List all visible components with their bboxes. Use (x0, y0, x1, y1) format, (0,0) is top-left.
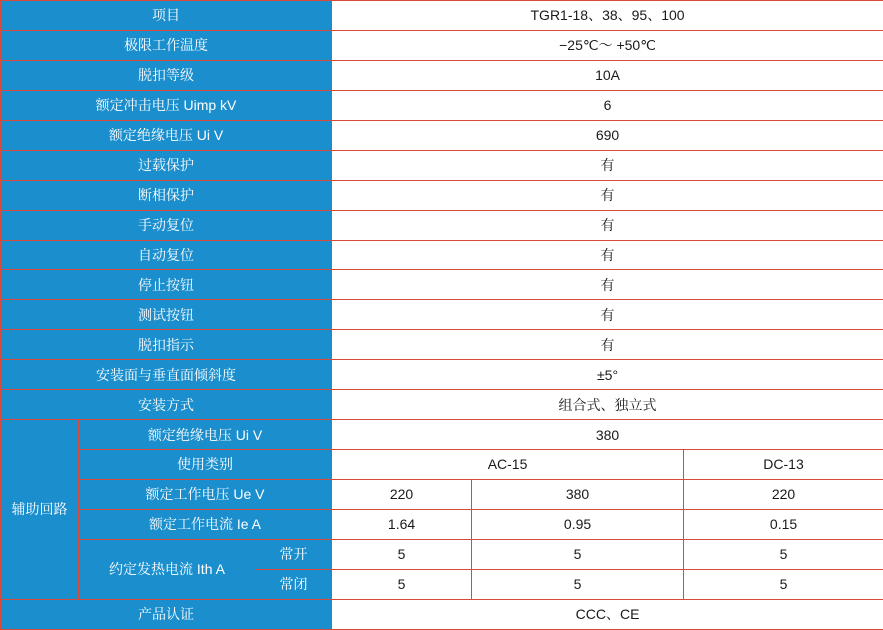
row-label: 脱扣指示 (1, 330, 332, 360)
aux-value-dc13: DC-13 (684, 450, 883, 480)
aux-value-ac15: AC-15 (332, 450, 684, 480)
aux-row-thermal-current-no (1, 539, 883, 569)
row-label: 安装方式 (1, 390, 332, 420)
table-row (1, 270, 883, 300)
aux-row-utilization-category (1, 450, 883, 480)
row-label: 断相保护 (1, 180, 332, 210)
aux-thermal-label: 约定发热电流 Ith A (79, 539, 256, 599)
row-label: 脱扣等级 (1, 60, 332, 90)
table-row (1, 1, 883, 31)
table-row (1, 390, 883, 420)
table-row (1, 300, 883, 330)
row-label: 项目 (1, 1, 332, 31)
aux-value: 220 (684, 480, 883, 510)
aux-row-label: 使用类别 (79, 450, 332, 480)
table-row (1, 240, 883, 270)
row-label: 极限工作温度 (1, 30, 332, 60)
aux-row-insulation-voltage (1, 420, 883, 450)
table-row (1, 360, 883, 390)
table-row (1, 30, 883, 60)
table-row (1, 60, 883, 90)
aux-value: 0.15 (684, 509, 883, 539)
row-value: 690 (332, 120, 883, 150)
row-value: 有 (332, 150, 883, 180)
row-value: −25℃～ +50℃ (332, 30, 883, 60)
aux-value: 5 (332, 569, 472, 599)
row-label: 额定绝缘电压 Ui V (1, 120, 332, 150)
aux-row-operating-voltage (1, 480, 883, 510)
aux-value: 5 (684, 569, 883, 599)
aux-group-label: 辅助回路 (1, 420, 79, 600)
table-row (1, 150, 883, 180)
table-row-certification (1, 599, 883, 629)
row-label: 过载保护 (1, 150, 332, 180)
aux-value: 220 (332, 480, 472, 510)
row-value: 组合式、独立式 (332, 390, 883, 420)
row-label: 额定冲击电压 Uimp kV (1, 90, 332, 120)
aux-value: 380 (472, 480, 684, 510)
aux-thermal-sublabel-no: 常开 (256, 539, 332, 569)
aux-value: 5 (684, 539, 883, 569)
aux-value: 1.64 (332, 509, 472, 539)
row-value: 有 (332, 330, 883, 360)
table-row (1, 330, 883, 360)
aux-row-label: 额定工作电压 Ue V (79, 480, 332, 510)
row-label: 自动复位 (1, 240, 332, 270)
aux-row-label: 额定绝缘电压 Ui V (79, 420, 332, 450)
row-value: TGR1-18、38、95、100 (332, 1, 883, 31)
aux-row-value: 380 (332, 420, 883, 450)
row-label: 停止按钮 (1, 270, 332, 300)
table-row (1, 90, 883, 120)
row-label: 产品认证 (1, 599, 332, 629)
table-row (1, 210, 883, 240)
aux-row-label: 额定工作电流 Ie A (79, 509, 332, 539)
row-value: 有 (332, 240, 883, 270)
row-value: CCC、CE (332, 599, 883, 629)
aux-value: 5 (472, 569, 684, 599)
row-label: 测试按钮 (1, 300, 332, 330)
table-row (1, 180, 883, 210)
row-value: ±5° (332, 360, 883, 390)
row-value: 有 (332, 180, 883, 210)
row-value: 6 (332, 90, 883, 120)
aux-row-operating-current (1, 509, 883, 539)
row-value: 10A (332, 60, 883, 90)
row-label: 安装面与垂直面倾斜度 (1, 360, 332, 390)
row-label: 手动复位 (1, 210, 332, 240)
table-row (1, 120, 883, 150)
row-value: 有 (332, 270, 883, 300)
aux-value: 5 (472, 539, 684, 569)
row-value: 有 (332, 300, 883, 330)
aux-thermal-sublabel-nc: 常闭 (256, 569, 332, 599)
aux-value: 0.95 (472, 509, 684, 539)
row-value: 有 (332, 210, 883, 240)
aux-value: 5 (332, 539, 472, 569)
